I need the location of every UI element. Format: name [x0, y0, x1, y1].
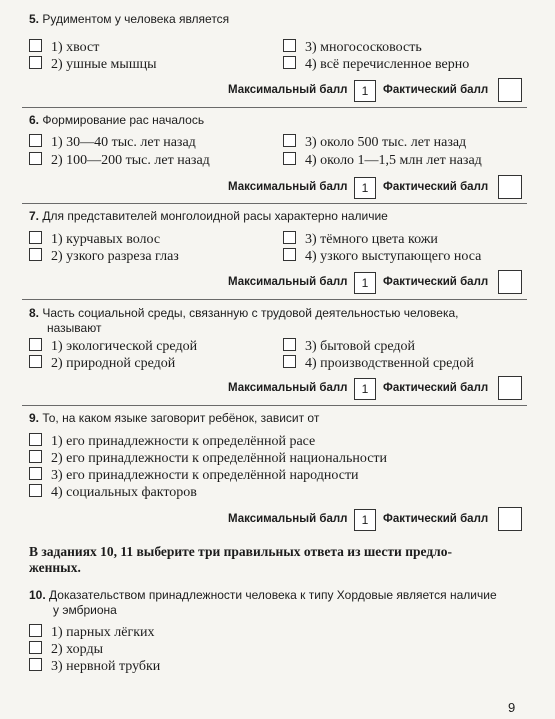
fact-score-box[interactable] — [498, 175, 522, 199]
checkbox[interactable] — [283, 39, 296, 52]
q6-option-4[interactable]: 4) около 1—1,5 млн лет назад — [283, 152, 482, 169]
q6-option-3[interactable]: 3) около 500 тыс. лет назад — [283, 134, 466, 151]
question-10-title — [29, 588, 497, 603]
checkbox[interactable] — [29, 641, 42, 654]
checkbox[interactable] — [283, 56, 296, 69]
max-score-box: 1 — [354, 177, 376, 199]
q10-option-2[interactable]: 2) хорды — [29, 641, 103, 658]
question-text-line1: Часть социальной среды, связанную с трудовой деятельностью человека, — [42, 306, 459, 320]
q7-option-1[interactable]: 1) курчавых волос — [29, 231, 160, 248]
checkbox[interactable] — [283, 355, 296, 368]
fact-score-box[interactable] — [498, 507, 522, 531]
separator — [22, 299, 527, 300]
question-text: Для представителей монголоидной расы характерно наличие — [42, 209, 388, 223]
question-number: 6. — [29, 113, 40, 127]
q5-option-1[interactable]: 1) хвост — [29, 39, 99, 56]
checkbox[interactable] — [283, 338, 296, 351]
question-9-title — [29, 411, 319, 426]
checkbox[interactable] — [29, 39, 42, 52]
fact-score-label: Фактический балл — [383, 513, 489, 525]
q5-option-4[interactable]: 4) всё перечисленное верно — [283, 56, 469, 73]
question-text: Рудиментом у человека является — [42, 12, 230, 26]
q5-option-2[interactable]: 2) ушные мышцы — [29, 56, 157, 73]
question-text: Формирование рас началось — [42, 113, 205, 127]
checkbox[interactable] — [29, 152, 42, 165]
question-text-line1: Доказательством принадлежности человека к типу Хордовые является наличие — [49, 588, 497, 602]
separator — [22, 107, 527, 108]
fact-score-label: Фактический балл — [383, 84, 489, 96]
q10-option-1[interactable]: 1) парных лёгких — [29, 624, 155, 641]
checkbox[interactable] — [283, 152, 296, 165]
separator — [22, 405, 527, 406]
q8-option-4[interactable]: 4) производственной средой — [283, 355, 474, 372]
q7-option-3[interactable]: 3) тёмного цвета кожи — [283, 231, 438, 248]
q7-option-2[interactable]: 2) узкого разреза глаз — [29, 248, 179, 265]
max-score-label: Максимальный балл — [228, 181, 348, 193]
checkbox[interactable] — [29, 56, 42, 69]
checkbox[interactable] — [283, 231, 296, 244]
instruction-line1: В заданиях 10, 11 выберите три правильных ответа из шести предло- — [29, 544, 452, 559]
q6-option-2[interactable]: 2) 100—200 тыс. лет назад — [29, 152, 210, 169]
checkbox[interactable] — [29, 231, 42, 244]
fact-score-label: Фактический балл — [383, 382, 489, 394]
question-number: 5. — [29, 12, 40, 26]
question-number: 7. — [29, 209, 40, 223]
checkbox[interactable] — [29, 134, 42, 147]
max-score-label: Максимальный балл — [228, 513, 348, 525]
checkbox[interactable] — [29, 248, 42, 261]
checkbox[interactable] — [29, 433, 42, 446]
fact-score-box[interactable] — [498, 78, 522, 102]
q6-option-1[interactable]: 1) 30—40 тыс. лет назад — [29, 134, 196, 151]
checkbox[interactable] — [29, 467, 42, 480]
q8-option-1[interactable]: 1) экологической средой — [29, 338, 197, 355]
max-score-box: 1 — [354, 272, 376, 294]
q10-option-3[interactable]: 3) нервной трубки — [29, 658, 160, 675]
checkbox[interactable] — [29, 658, 42, 671]
q9-option-2[interactable]: 2) его принадлежности к определённой национальности — [29, 450, 387, 467]
question-text-line2: называют — [47, 321, 102, 335]
question-number: 9. — [29, 411, 40, 425]
q7-option-4[interactable]: 4) узкого выступающего носа — [283, 248, 481, 265]
question-6-title — [29, 113, 204, 128]
max-score-label: Максимальный балл — [228, 84, 348, 96]
question-number: 8. — [29, 306, 40, 320]
q9-option-1[interactable]: 1) его принадлежности к определённой расе — [29, 433, 315, 450]
max-score-box: 1 — [354, 509, 376, 531]
question-5-title — [29, 12, 229, 27]
max-score-label: Максимальный балл — [228, 276, 348, 288]
checkbox[interactable] — [29, 338, 42, 351]
q5-option-3[interactable]: 3) многососковость — [283, 39, 422, 56]
question-8-title — [29, 306, 458, 321]
max-score-label: Максимальный балл — [228, 382, 348, 394]
question-text: То, на каком языке заговорит ребёнок, зависит от — [42, 411, 320, 425]
q8-option-2[interactable]: 2) природной средой — [29, 355, 175, 372]
fact-score-label: Фактический балл — [383, 276, 489, 288]
q9-option-3[interactable]: 3) его принадлежности к определённой народности — [29, 467, 359, 484]
page-number: 9 — [508, 700, 516, 715]
checkbox[interactable] — [283, 134, 296, 147]
q8-option-3[interactable]: 3) бытовой средой — [283, 338, 415, 355]
question-number: 10. — [29, 588, 46, 602]
checkbox[interactable] — [29, 355, 42, 368]
checkbox[interactable] — [283, 248, 296, 261]
instruction-line2: женных. — [29, 560, 81, 575]
separator — [22, 203, 527, 204]
question-7-title — [29, 209, 388, 224]
checkbox[interactable] — [29, 484, 42, 497]
fact-score-label: Фактический балл — [383, 181, 489, 193]
fact-score-box[interactable] — [498, 376, 522, 400]
fact-score-box[interactable] — [498, 270, 522, 294]
checkbox[interactable] — [29, 624, 42, 637]
question-text-line2: у эмбриона — [53, 603, 117, 617]
q9-option-4[interactable]: 4) социальных факторов — [29, 484, 197, 501]
max-score-box: 1 — [354, 80, 376, 102]
max-score-box: 1 — [354, 378, 376, 400]
checkbox[interactable] — [29, 450, 42, 463]
